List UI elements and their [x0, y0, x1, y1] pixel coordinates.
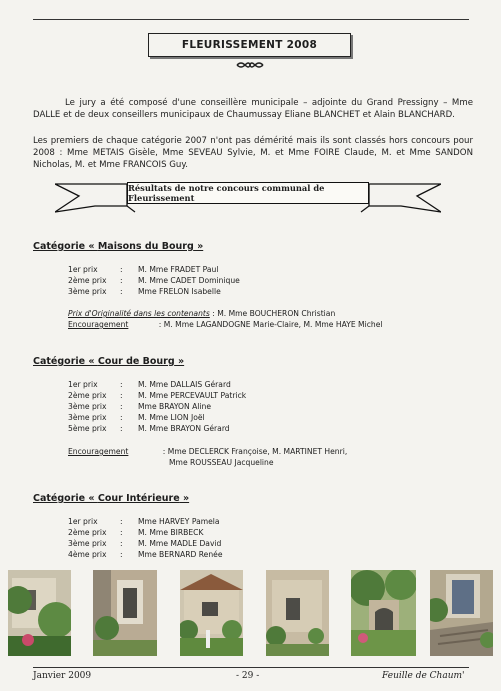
page-title: FLEURISSEMENT 2008 [148, 33, 351, 57]
garden-photo-5 [351, 570, 416, 656]
category-suffix: » [179, 493, 190, 504]
prize-winner: M. Mme BIRBECK [138, 528, 204, 537]
prize-separator: : [120, 550, 123, 559]
prize-rank: 3ème prix [68, 402, 107, 411]
garden-photo-1 [8, 570, 71, 656]
prize-rank: 3ème prix [68, 539, 107, 548]
prize-separator: : [120, 424, 123, 433]
prize-rank: 1er prix [68, 265, 98, 274]
category-prefix: Catégorie « [33, 356, 98, 367]
encouragement-prize [68, 320, 383, 329]
intro-paragraph-1: Le jury a été composé d'une conseillère municipale – adjointe du Grand Pressigny – Mme DALLE et de deux conseillers municipaux de Chaumussay Eliane BLANCHET et Alain BLANCHARD. [33, 98, 473, 120]
originality-label: Prix d'Originalité dans les contenants [68, 309, 210, 318]
top-rule [33, 19, 469, 20]
prize-winner: M. Mme BRAYON Gérard [138, 424, 230, 433]
encouragement-value: : Mme DECLERCK Françoise, M. MARTINET Henri, [160, 447, 348, 456]
encouragement-label: Encouragement [68, 320, 129, 329]
prize-separator: : [120, 287, 123, 296]
prize-rank: 1er prix [68, 517, 98, 526]
prize-rank: 3ème prix [68, 287, 107, 296]
ornament-icon [236, 60, 264, 70]
prize-separator: : [120, 528, 123, 537]
prize-separator: : [120, 539, 123, 548]
prize-separator: : [120, 380, 123, 389]
prize-winner: Mme BRAYON Aline [138, 402, 212, 411]
prize-rank: 2ème prix [68, 391, 107, 400]
results-banner [55, 178, 441, 218]
prize-winner: M. Mme CADET Dominique [138, 276, 240, 285]
category-name: Maisons du Bourg [97, 241, 194, 252]
prize-separator: : [120, 391, 123, 400]
garden-photo-2 [93, 570, 157, 656]
prize-separator: : [120, 413, 123, 422]
prize-winner: M. Mme LION Joël [138, 413, 205, 422]
category-heading-cour-de-bourg [33, 356, 184, 367]
prize-winner: M. Mme MADLE David [138, 539, 222, 548]
category-heading-cour-interieure [33, 493, 189, 504]
category-suffix: » [174, 356, 185, 367]
prize-separator: : [120, 276, 123, 285]
encouragement-prize-continued [169, 458, 274, 467]
category-prefix: Catégorie « [33, 493, 98, 504]
originality-value: : M. Mme BOUCHERON Christian [209, 309, 336, 318]
prize-separator: : [120, 265, 123, 274]
garden-photo-3 [180, 570, 243, 656]
prize-winner: M. Mme DALLAIS Gérard [138, 380, 231, 389]
prize-winner: Mme FRELON Isabelle [138, 287, 221, 296]
footer-date: Janvier 2009 [33, 671, 92, 681]
prize-separator: : [120, 402, 123, 411]
bottom-rule [33, 667, 469, 668]
garden-photo-6 [430, 570, 493, 656]
page-number: - 29 - [236, 671, 260, 681]
prize-winner: M. Mme FRADET Paul [138, 265, 219, 274]
garden-photo-4 [266, 570, 329, 656]
encouragement-prize [68, 447, 347, 456]
prize-rank: 3ème prix [68, 413, 107, 422]
prize-rank: 4ème prix [68, 550, 107, 559]
category-suffix: » [193, 241, 204, 252]
prize-rank: 2ème prix [68, 276, 107, 285]
originality-prize [68, 309, 335, 318]
prize-rank: 5ème prix [68, 424, 107, 433]
prize-winner: Mme BERNARD Renée [138, 550, 223, 559]
encouragement-value: : M. Mme LAGANDOGNE Marie-Claire, M. Mme HAYE Michel [156, 320, 383, 329]
prize-winner: M. Mme PERCEVAULT Patrick [138, 391, 247, 400]
category-prefix: Catégorie « [33, 241, 98, 252]
prize-rank: 2ème prix [68, 528, 107, 537]
prize-rank: 1er prix [68, 380, 98, 389]
category-heading-maisons-du-bourg [33, 241, 203, 252]
category-name: Cour de Bourg [97, 356, 175, 367]
intro-paragraph-2: Les premiers de chaque catégorie 2007 n'ont pas démérité mais ils sont classés hors concours pour 2008 : Mme METAIS Gisèle, Mme SEVEAU Sylvie, M. et Mme FOIRE Claude, M. et Mme SANDON Nicholas, M. et Mme FRANCOIS Guy. [33, 136, 473, 170]
prize-separator: : [120, 517, 123, 526]
encouragement-label: Encouragement [68, 447, 129, 456]
banner-title: Résultats de notre concours communal de Fleurissement [127, 182, 369, 204]
encouragement-value: Mme ROUSSEAU Jacqueline [169, 458, 274, 467]
prize-winner: Mme HARVEY Pamela [138, 517, 220, 526]
footer-publication: Feuille de Chaum' [382, 671, 465, 681]
category-name: Cour Intérieure [97, 493, 180, 504]
